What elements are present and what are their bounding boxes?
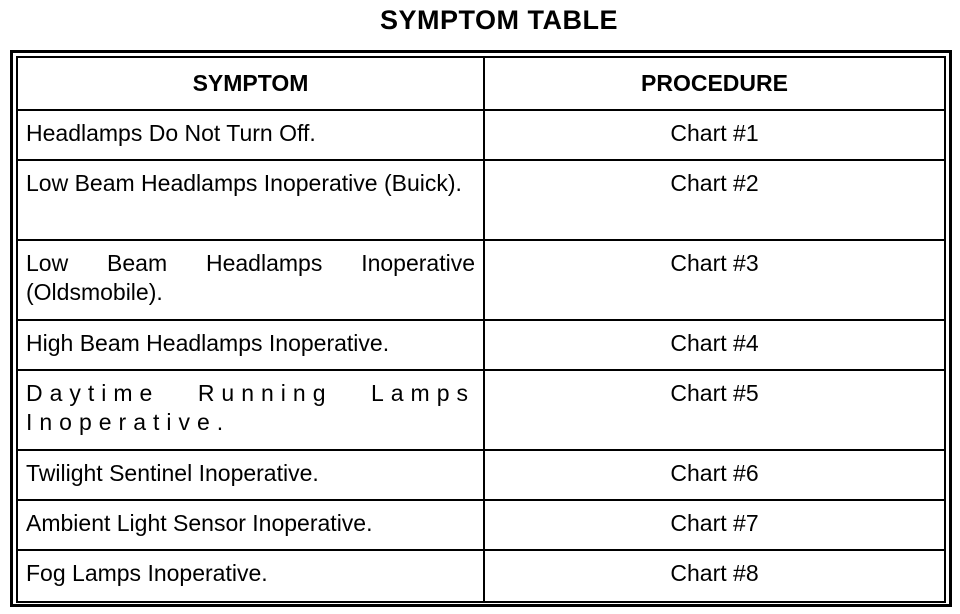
table-header-row bbox=[17, 57, 945, 110]
table-row bbox=[17, 320, 945, 370]
symptom-table-frame bbox=[10, 50, 952, 607]
procedure-cell: Chart #4 bbox=[484, 320, 945, 370]
symptom-cell: Daytime Running Lamps Inoperative. bbox=[17, 370, 484, 450]
symptom-cell: Fog Lamps Inoperative. bbox=[17, 550, 484, 602]
symptom-cell: Twilight Sentinel Inoperative. bbox=[17, 450, 484, 500]
symptom-cell: Ambient Light Sensor Inoperative. bbox=[17, 500, 484, 550]
procedure-cell: Chart #7 bbox=[484, 500, 945, 550]
symptom-cell: Low Beam Headlamps Inoperative (Oldsmobile). bbox=[17, 240, 484, 320]
symptom-cell: Low Beam Headlamps Inoperative (Buick). bbox=[17, 160, 484, 240]
procedure-cell: Chart #5 bbox=[484, 370, 945, 450]
procedure-cell: Chart #2 bbox=[484, 160, 945, 240]
table-row bbox=[17, 160, 945, 240]
table-row bbox=[17, 370, 945, 450]
column-header-symptom: SYMPTOM bbox=[17, 57, 484, 110]
table-row bbox=[17, 500, 945, 550]
column-header-procedure: PROCEDURE bbox=[484, 57, 945, 110]
procedure-cell: Chart #3 bbox=[484, 240, 945, 320]
table-row bbox=[17, 240, 945, 320]
table-row bbox=[17, 550, 945, 602]
procedure-cell: Chart #1 bbox=[484, 110, 945, 160]
symptom-cell: High Beam Headlamps Inoperative. bbox=[17, 320, 484, 370]
procedure-cell: Chart #8 bbox=[484, 550, 945, 602]
symptom-table bbox=[16, 56, 946, 603]
page-title: SYMPTOM TABLE bbox=[379, 5, 618, 35]
table-row bbox=[17, 110, 945, 160]
procedure-cell: Chart #6 bbox=[484, 450, 945, 500]
symptom-cell: Headlamps Do Not Turn Off. bbox=[17, 110, 484, 160]
table-row bbox=[17, 450, 945, 500]
